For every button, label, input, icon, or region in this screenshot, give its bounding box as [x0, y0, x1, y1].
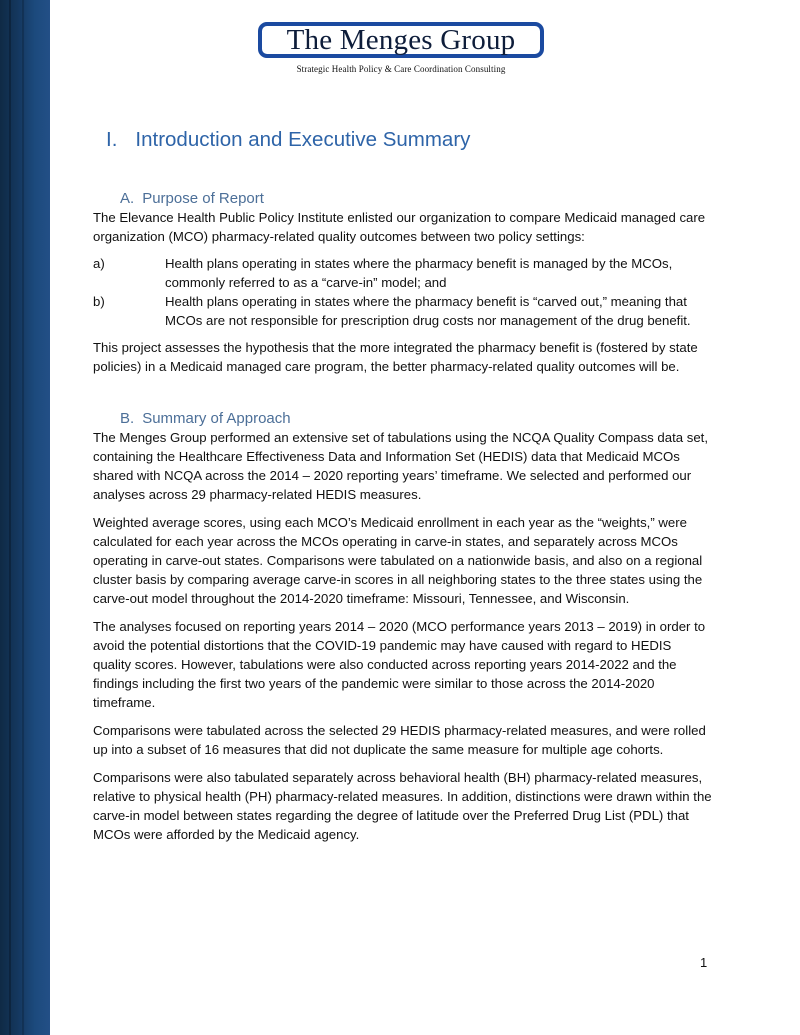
- logo-tagline: Strategic Health Policy & Care Coordination Consulting: [296, 64, 506, 74]
- approach-paragraph: Weighted average scores, using each MCO’s Medicaid enrollment in each year as the “weights,” were calculated for each year across the MCOs operating in carve-in states, and separately across MCOs operating in carve-out states. Comparisons were tabulated on a nationwide basis, and also on a regional cluster basis by comparing average carve-in scores in all neighboring states to the three states using the carve-out model throughout the 2014-2020 timeframe: Missouri, Tennessee, and Wisconsin.: [93, 515, 703, 606]
- subheading-title: Purpose of Report: [142, 190, 264, 207]
- policy-settings-list: [93, 254, 713, 330]
- heading-text: Introduction and Executive Summary: [135, 128, 471, 151]
- heading-numeral: I.: [106, 128, 118, 151]
- list-marker: a): [93, 256, 105, 271]
- decorative-side-bar: [0, 0, 50, 1035]
- document-body: [93, 128, 713, 844]
- list-marker: b): [93, 294, 105, 309]
- subheading-letter: A.: [120, 190, 135, 207]
- approach-paragraph: Comparisons were also tabulated separately across behavioral health (BH) pharmacy-related measures, relative to physical health (PH) pharmacy-related measures. In addition, distinctions were drawn within the carve-in model between states regarding the degree of latitude over the Preferred Drug List (PDL) that MCOs were afforded by the Medicaid agency.: [93, 770, 712, 842]
- purpose-closing-paragraph: This project assesses the hypothesis that the more integrated the pharmacy benefit is (fostered by state policies) in a Medicaid managed care program, the better pharmacy-related quality outcomes will be.: [93, 340, 698, 374]
- approach-paragraph: The analyses focused on reporting years 2014 – 2020 (MCO performance years 2013 – 2019) in order to avoid the potential distortions that the COVID-19 pandemic may have caused with regard to HEDIS quality scores. However, tabulations were also conducted across reporting years 2014-2022 and the findings including the first two years of the pandemic were similar to those across the 2014-2020 timeframe.: [93, 619, 706, 710]
- section-heading-1: [106, 128, 713, 152]
- list-item: [93, 292, 713, 330]
- company-logo: [258, 22, 544, 74]
- page-number: 1: [700, 955, 708, 970]
- subheading-purpose: [120, 190, 713, 208]
- subheading-letter: B.: [120, 410, 135, 427]
- approach-paragraph: The Menges Group performed an extensive set of tabulations using the NCQA Quality Compass data set, containing the Healthcare Effectiveness Data and Information Set (HEDIS) data that Medicaid MCOs shared with NCQA across the 2014 – 2020 reporting years’ timeframe. We selected and performed our analyses across 29 pharmacy-related HEDIS measures.: [93, 430, 709, 502]
- subheading-approach: [120, 410, 713, 428]
- purpose-intro-paragraph: The Elevance Health Public Policy Institute enlisted our organization to compare Medicaid managed care organization (MCO) pharmacy-related quality outcomes between two policy settings:: [93, 210, 706, 244]
- list-item: [93, 254, 713, 292]
- logo-name: The Menges Group: [258, 22, 544, 58]
- list-text: Health plans operating in states where the pharmacy benefit is “carved out,” meaning that MCOs are not responsible for prescription drug costs nor management of the drug benefit.: [165, 294, 691, 328]
- subheading-title: Summary of Approach: [142, 410, 291, 427]
- approach-paragraph: Comparisons were tabulated across the selected 29 HEDIS pharmacy-related measures, and were rolled up into a subset of 16 measures that did not duplicate the same measure for multiple age cohorts.: [93, 723, 706, 757]
- list-text: Health plans operating in states where the pharmacy benefit is managed by the MCOs, commonly referred to as a “carve-in” model; and: [165, 256, 673, 290]
